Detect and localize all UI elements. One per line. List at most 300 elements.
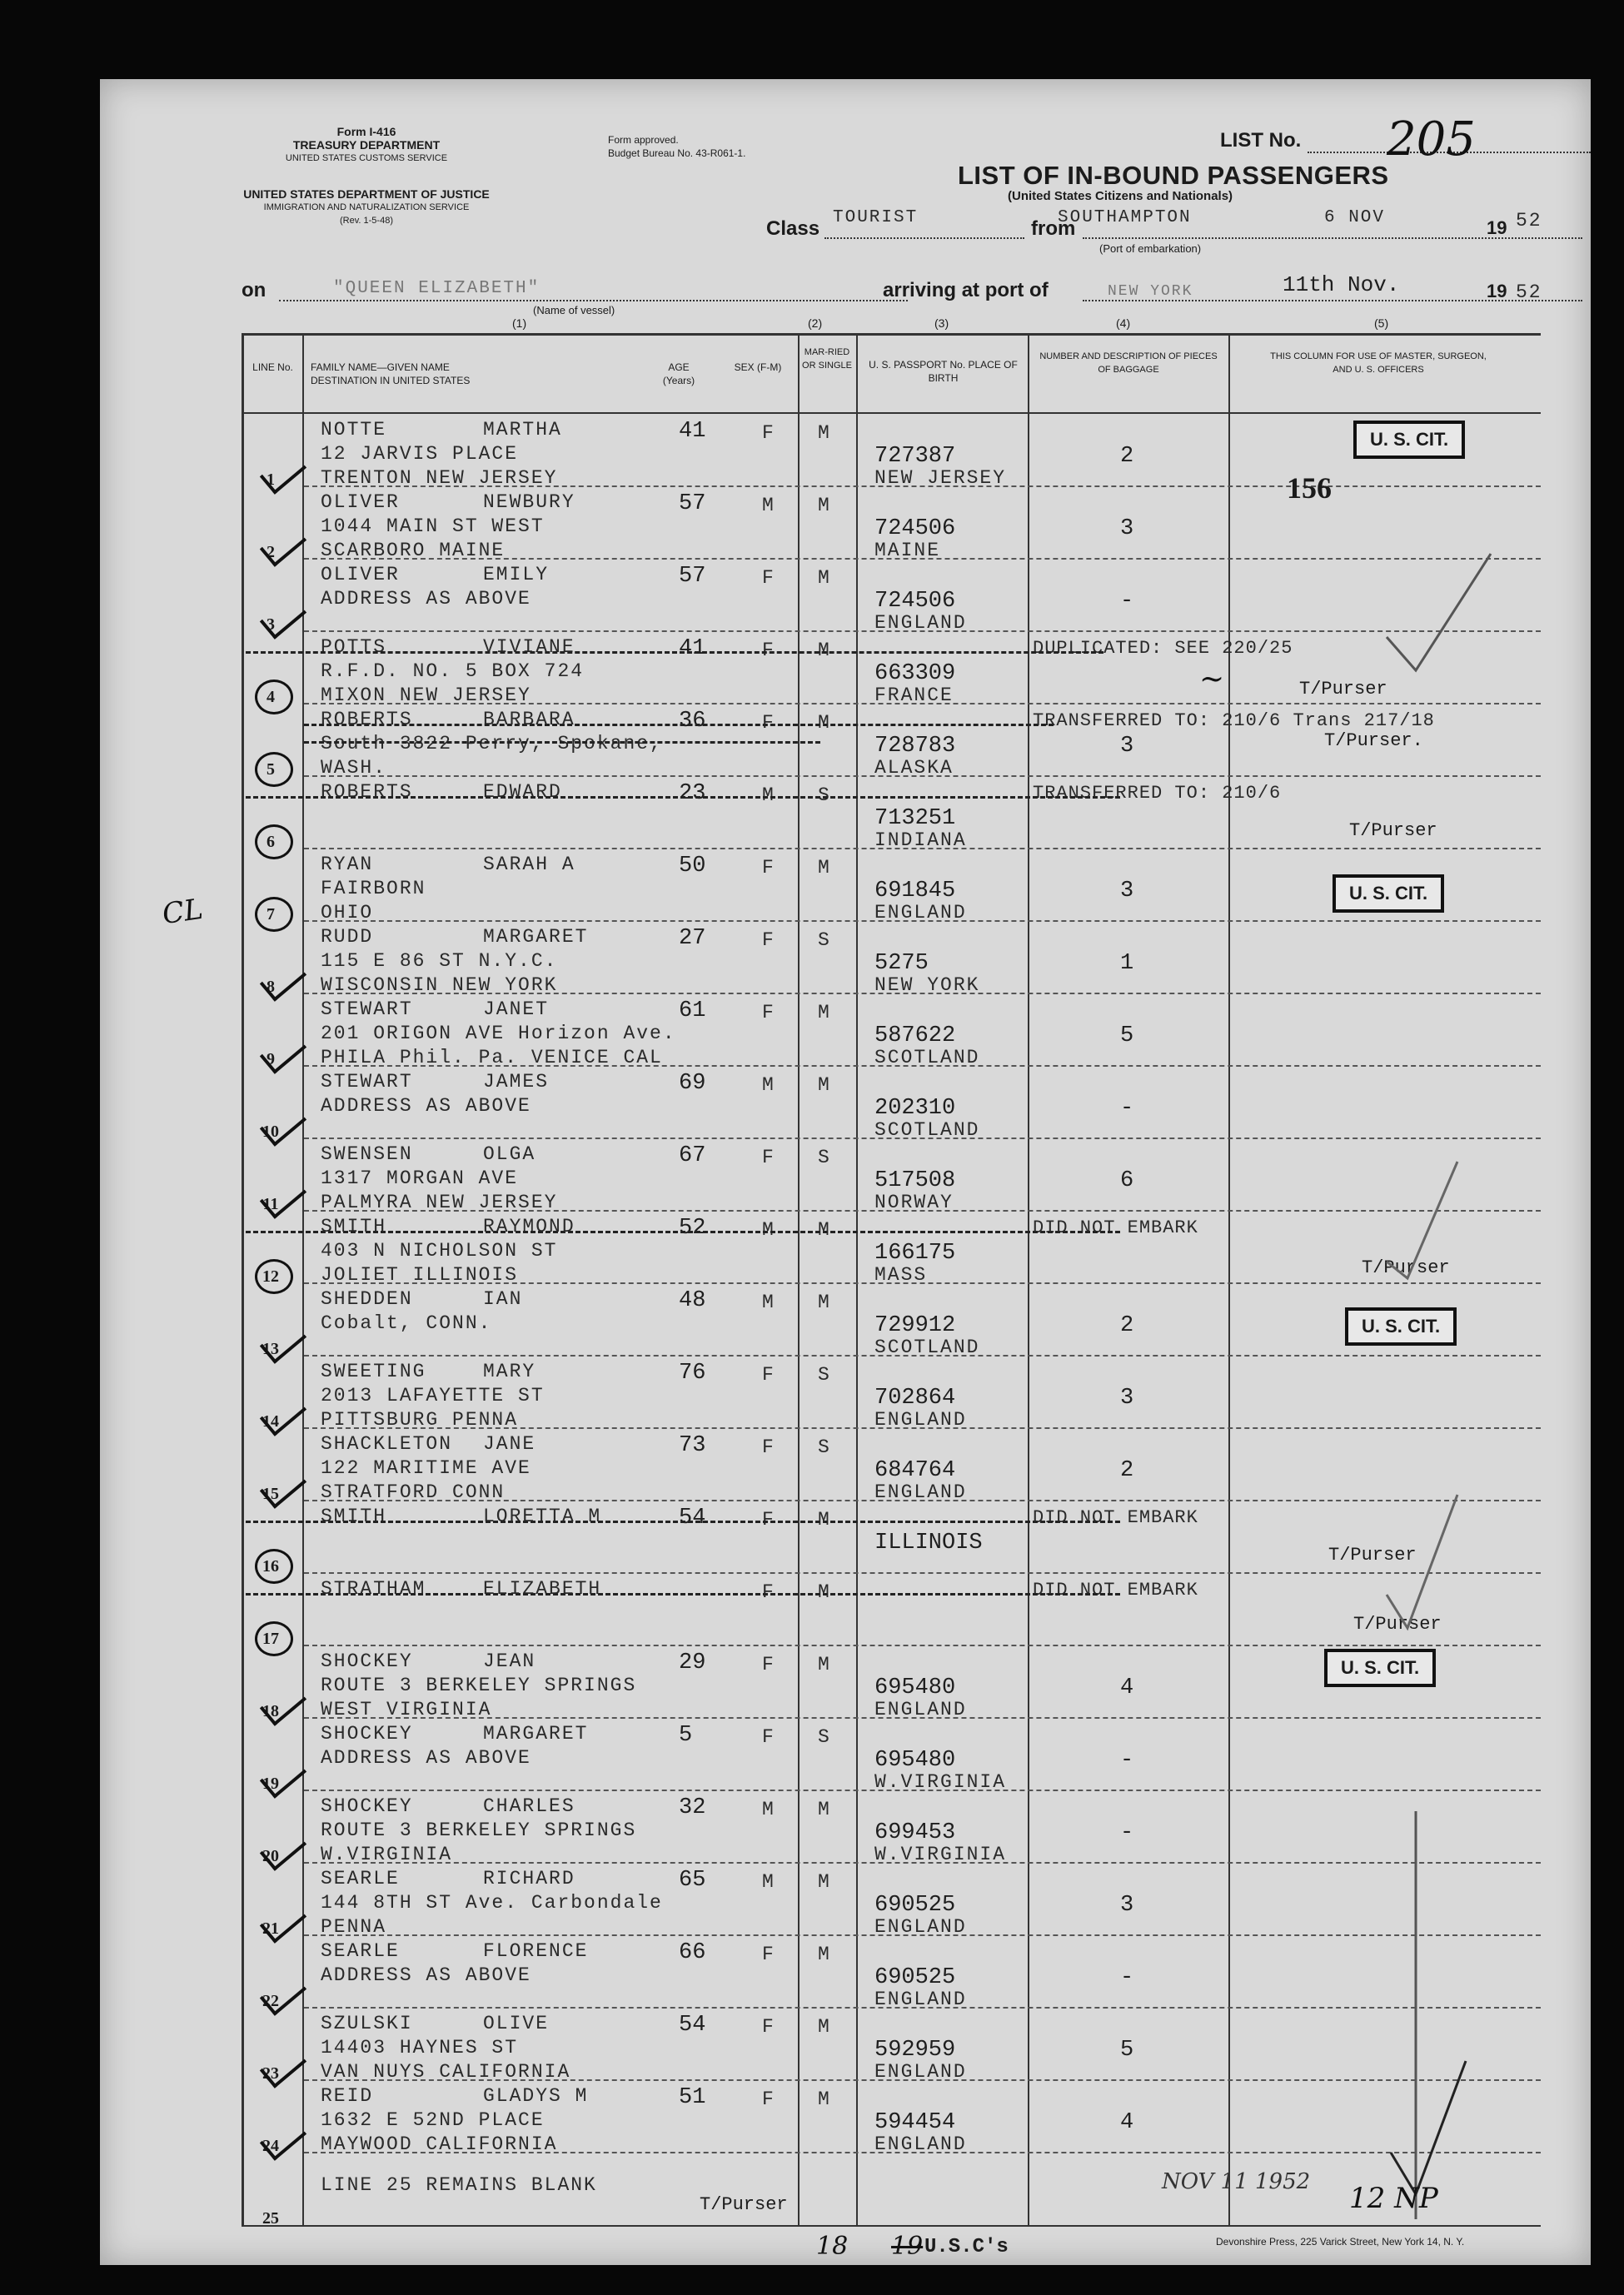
vessel-name: "QUEEN ELIZABETH" — [333, 279, 541, 298]
place-of-birth: ENGLAND — [874, 2133, 967, 2155]
marital-status: M — [818, 495, 831, 516]
from-label: from — [1031, 217, 1076, 240]
line-number: 7 — [267, 905, 275, 923]
sex: F — [762, 640, 775, 661]
marital-status: M — [818, 1799, 831, 1820]
strike-line-row-5 — [304, 724, 1054, 726]
given-name: OLGA — [483, 1143, 536, 1165]
sex: M — [762, 1074, 775, 1096]
table-row — [100, 926, 1591, 998]
sex: M — [762, 784, 775, 806]
place-of-birth: SCOTLAND — [874, 1337, 980, 1358]
baggage-count: 4 — [1120, 2110, 1134, 2135]
age: 48 — [679, 1288, 706, 1313]
list-number: 205 — [1387, 112, 1476, 167]
baggage-count: 3 — [1120, 1386, 1134, 1411]
passport-number: 517508 — [874, 1168, 956, 1193]
footer-uscs: U.S.C's — [924, 2236, 1009, 2258]
age: 57 — [679, 491, 706, 516]
address-line-2: PENNA — [321, 1916, 387, 1938]
marital-status: S — [818, 1726, 831, 1748]
marital-status: M — [818, 1944, 831, 1965]
passport-number: ILLINOIS — [874, 1531, 983, 1556]
col-header-baggage: NUMBER AND DESCRIPTION OF PIECES OF BAGGAGE — [1039, 351, 1218, 375]
family-name: SWEETING — [321, 1361, 426, 1382]
passport-number: 166175 — [874, 1241, 956, 1266]
customs-label: UNITED STATES CUSTOMS SERVICE — [285, 153, 448, 163]
place-of-birth: W.VIRGINIA — [874, 1771, 1007, 1793]
marital-status: M — [818, 567, 831, 589]
given-name: NEWBURY — [483, 491, 575, 513]
arriving-line — [1083, 300, 1582, 301]
us-citizen-stamp: U. S. CIT. — [1324, 1649, 1436, 1687]
address-line-2: WASH. — [321, 757, 387, 779]
line-number: 5 — [267, 760, 275, 779]
form-number: Form I-416 — [336, 125, 396, 138]
passenger-count-156: 156 — [1287, 471, 1332, 505]
age: 23 — [679, 781, 706, 806]
address-line-1: 122 MARITIME AVE — [321, 1457, 531, 1479]
line-number: 1 — [267, 470, 275, 489]
marital-status: M — [818, 1292, 831, 1313]
line-number: 20 — [262, 1847, 279, 1865]
given-name: GLADYS M — [483, 2085, 589, 2107]
family-name: STRATHAM — [321, 1578, 426, 1600]
passport-number: 728783 — [874, 734, 956, 759]
strike-line-row-5b — [304, 741, 820, 744]
place-of-birth: ALASKA — [874, 757, 954, 779]
age: 69 — [679, 1071, 706, 1096]
sex: F — [762, 1944, 775, 1965]
baggage-count: - — [1120, 1965, 1134, 1990]
given-name: ELIZABETH — [483, 1578, 602, 1600]
strike-line-row-6 — [246, 796, 1120, 799]
sex: F — [762, 1509, 775, 1531]
marital-status: M — [818, 1871, 831, 1893]
treasury-label: TREASURY DEPARTMENT — [292, 138, 441, 152]
strike-line-row-16 — [246, 1521, 1120, 1523]
place-of-birth: NEW JERSEY — [874, 467, 1007, 489]
class-label: Class — [766, 217, 820, 240]
column-number-2: (2) — [808, 316, 823, 330]
family-name: ROBERTS — [321, 709, 413, 730]
line-number: 22 — [262, 1992, 279, 2010]
sex: F — [762, 567, 775, 589]
table-row — [100, 1071, 1591, 1143]
sex: F — [762, 712, 775, 734]
passport-number: 695480 — [874, 1675, 956, 1700]
printer-imprint: Devonshire Press, 225 Varick Street, New York 14, N. Y. — [1216, 2236, 1465, 2248]
vessel-line — [279, 300, 908, 301]
us-citizen-stamp: U. S. CIT. — [1333, 874, 1444, 913]
address-line-1: 1632 E 52ND PLACE — [321, 2109, 545, 2131]
marital-status: S — [818, 1364, 831, 1386]
sex: M — [762, 1799, 775, 1820]
purser-label: T/Purser — [1362, 1257, 1450, 1278]
line-number: 9 — [267, 1050, 275, 1068]
age: 41 — [679, 419, 706, 444]
margin-note-cl: CL — [160, 892, 206, 932]
baggage-count: 1 — [1120, 951, 1134, 976]
age: 5 — [679, 1723, 693, 1748]
purser-signature: ~ — [1199, 662, 1225, 696]
passport-number: 5275 — [874, 951, 929, 976]
purser-label: T/Purser — [1349, 820, 1437, 841]
given-name: OLIVE — [483, 2013, 550, 2034]
form-agency-block — [242, 125, 491, 165]
family-name: SHEDDEN — [321, 1288, 413, 1310]
marital-status: M — [818, 1074, 831, 1096]
officer-note: DUPLICATED: SEE 220/25 — [1033, 638, 1293, 659]
embark-date: 6 NOV — [1324, 208, 1386, 227]
marital-status: M — [818, 2016, 831, 2038]
family-name: RYAN — [321, 854, 374, 875]
col-header-passport: U. S. PASSPORT No. PLACE OF BIRTH — [869, 359, 1018, 384]
place-of-birth: ENGLAND — [874, 1989, 967, 2010]
age: 41 — [679, 636, 706, 661]
age: 29 — [679, 1650, 706, 1675]
address-line-2: WISCONSIN NEW YORK — [321, 974, 558, 996]
table-row — [100, 1868, 1591, 1940]
line-number: 8 — [267, 978, 275, 996]
marital-status: S — [818, 784, 831, 806]
line-number: 14 — [262, 1412, 279, 1431]
table-row — [100, 1940, 1591, 2013]
from-line — [1083, 237, 1582, 239]
address-line-1: 2013 LAFAYETTE ST — [321, 1385, 545, 1406]
place-of-birth: SCOTLAND — [874, 1047, 980, 1068]
given-name: CHARLES — [483, 1795, 575, 1817]
passport-number: 713251 — [874, 806, 956, 831]
marital-status: S — [818, 1436, 831, 1458]
baggage-count: 4 — [1120, 1675, 1134, 1700]
column-number-1: (1) — [512, 316, 527, 330]
line-number: 10 — [262, 1123, 279, 1141]
baggage-count: 3 — [1120, 516, 1134, 541]
arrival-year-prefix: 19 — [1487, 281, 1507, 301]
family-name: OLIVER — [321, 564, 400, 585]
family-name: NOTTE — [321, 419, 387, 441]
list-no-label: LIST No. — [1220, 129, 1302, 152]
baggage-count: - — [1120, 589, 1134, 614]
sex: M — [762, 495, 775, 516]
address-line-1: FAIRBORN — [321, 878, 426, 899]
table-row — [100, 1723, 1591, 1795]
marital-status: S — [818, 929, 831, 951]
purser-label: T/Purser — [1299, 679, 1387, 699]
address-line-1: ROUTE 3 BERKELEY SPRINGS — [321, 1820, 637, 1841]
age: 32 — [679, 1795, 706, 1820]
footer-count-18: 18 — [816, 2232, 849, 2261]
address-line-1: 12 JARVIS PLACE — [321, 443, 519, 465]
line-number: 3 — [267, 615, 275, 634]
column-number-4: (4) — [1116, 316, 1131, 330]
budget-bureau: Budget Bureau No. 43-R061-1. — [608, 147, 746, 159]
place-of-birth: ENGLAND — [874, 1481, 967, 1503]
sex: F — [762, 2016, 775, 2038]
age: 76 — [679, 1361, 706, 1386]
family-name: SHOCKEY — [321, 1650, 413, 1672]
strike-line-row-12 — [246, 1231, 1120, 1233]
family-name: OLIVER — [321, 491, 400, 513]
marital-status: M — [818, 1581, 831, 1603]
year-prefix: 19 — [1487, 217, 1507, 238]
passport-number: 594454 — [874, 2110, 956, 2135]
passport-number: 727387 — [874, 444, 956, 469]
family-name: SHOCKEY — [321, 1723, 413, 1745]
address-line-2: PITTSBURG PENNA — [321, 1409, 519, 1431]
given-name: FLORENCE — [483, 1940, 589, 1962]
family-name: POTTS — [321, 636, 387, 658]
table-row — [100, 491, 1591, 564]
table-top-border — [242, 333, 1541, 336]
address-line-1: 403 N NICHOLSON ST — [321, 1240, 558, 1262]
address-line-1: Cobalt, CONN. — [321, 1312, 492, 1334]
address-line-2: SCARBORO MAINE — [321, 540, 506, 561]
baggage-count: - — [1120, 1748, 1134, 1773]
arriving-label: arriving at port of — [883, 279, 1049, 301]
address-line-1: ADDRESS AS ABOVE — [321, 1964, 531, 1986]
class-value: TOURIST — [833, 208, 919, 227]
address-line-2: MAYWOOD CALIFORNIA — [321, 2133, 558, 2155]
marital-status: M — [818, 1219, 831, 1241]
col-header-name — [311, 361, 470, 387]
passport-number: 724506 — [874, 516, 956, 541]
sex: M — [762, 1292, 775, 1313]
column-number-5: (5) — [1374, 316, 1389, 330]
address-line-1: 201 ORIGON AVE Horizon Ave. — [321, 1023, 676, 1044]
officer-note: DID NOT EMBARK — [1033, 1217, 1198, 1238]
sex: F — [762, 1654, 775, 1675]
family-name: SEARLE — [321, 1940, 400, 1962]
given-name: RICHARD — [483, 1868, 575, 1889]
place-of-birth: ENGLAND — [874, 1699, 967, 1720]
officer-check-marks — [1382, 479, 1549, 2228]
baggage-count: 3 — [1120, 1893, 1134, 1918]
place-of-birth: NEW YORK — [874, 974, 980, 996]
table-row — [100, 998, 1591, 1071]
address-line-1: ROUTE 3 BERKELEY SPRINGS — [321, 1675, 637, 1696]
place-of-birth: FRANCE — [874, 685, 954, 706]
given-name: MARTHA — [483, 419, 562, 441]
baggage-count: 2 — [1120, 1313, 1134, 1338]
given-name: RAYMOND — [483, 1216, 575, 1237]
line-number: 12 — [262, 1267, 279, 1286]
us-citizen-stamp: U. S. CIT. — [1345, 1307, 1457, 1346]
given-name: IAN — [483, 1288, 523, 1310]
place-of-birth: ENGLAND — [874, 1409, 967, 1431]
given-name: MARGARET — [483, 926, 589, 948]
baggage-count: - — [1120, 1096, 1134, 1121]
line-number: 17 — [262, 1630, 279, 1648]
marital-status: M — [818, 2088, 831, 2110]
line-number: 19 — [262, 1775, 279, 1793]
given-name: EMILY — [483, 564, 550, 585]
address-line-2: TRENTON NEW JERSEY — [321, 467, 558, 489]
baggage-count: 3 — [1120, 734, 1134, 759]
officer-note: DID NOT EMBARK — [1033, 1507, 1198, 1528]
place-of-birth: W.VIRGINIA — [874, 1844, 1007, 1865]
line-number: 16 — [262, 1557, 279, 1576]
address-line-1: 1317 MORGAN AVE — [321, 1167, 519, 1189]
footer-date-stamp: NOV 11 1952 — [1162, 2169, 1311, 2194]
col-header-name-a: FAMILY NAME—GIVEN NAME — [311, 361, 450, 373]
line-number: 21 — [262, 1919, 279, 1938]
table-row — [100, 1506, 1591, 1578]
place-of-birth: NORWAY — [874, 1192, 954, 1213]
col-header-line: LINE No. — [252, 361, 293, 373]
class-line — [824, 237, 1024, 239]
line-number: 24 — [262, 2137, 279, 2155]
from-value: SOUTHAMPTON — [1058, 208, 1192, 227]
family-name: RUDD — [321, 926, 374, 948]
table-row — [100, 1143, 1591, 1216]
passport-number: 202310 — [874, 1096, 956, 1121]
col-header-officers: THIS COLUMN FOR USE OF MASTER, SURGEON, AND U. S. OFFICERS — [1270, 351, 1487, 375]
passport-number: 690525 — [874, 1965, 956, 1990]
sex: F — [762, 422, 775, 444]
sex: F — [762, 1002, 775, 1023]
address-line-1: 144 8TH ST Ave. Carbondale — [321, 1892, 663, 1914]
marital-status: S — [818, 1147, 831, 1168]
passport-number: 699453 — [874, 1820, 956, 1845]
baggage-count: 5 — [1120, 1023, 1134, 1048]
given-name: MARGARET — [483, 1723, 589, 1745]
column-number-3: (3) — [934, 316, 949, 330]
place-of-birth: SCOTLAND — [874, 1119, 980, 1141]
family-name: SWENSEN — [321, 1143, 413, 1165]
sex: F — [762, 2088, 775, 2110]
family-name: LINE 25 REMAINS BLANK — [321, 2174, 597, 2196]
age: 54 — [679, 1506, 706, 1531]
passport-number: 702864 — [874, 1386, 956, 1411]
age: 50 — [679, 854, 706, 879]
sex: F — [762, 1581, 775, 1603]
passport-number: 684764 — [874, 1458, 956, 1483]
marital-status: M — [818, 640, 831, 661]
passport-number: 729912 — [874, 1313, 956, 1338]
table-row — [100, 2085, 1591, 2158]
given-name: JANET — [483, 998, 550, 1020]
address-line-1: 14403 HAYNES ST — [321, 2037, 519, 2059]
family-name: SHACKLETON — [321, 1433, 453, 1455]
family-name: REID — [321, 2085, 374, 2107]
purser-label: T/Purser — [1353, 1614, 1442, 1635]
given-name: VIVIANE — [483, 636, 575, 658]
passport-number: 724506 — [874, 589, 956, 614]
sex: F — [762, 1147, 775, 1168]
table-row — [100, 2013, 1591, 2085]
address-line-2: MIXON NEW JERSEY — [321, 685, 531, 706]
port-of-arrival: NEW YORK — [1108, 283, 1193, 300]
line-number: 23 — [262, 2064, 279, 2083]
address-line-1: South 3822 Perry, Spokane, — [321, 733, 663, 754]
sex: M — [762, 1871, 775, 1893]
family-name: SZULSKI — [321, 2013, 413, 2034]
address-line-2: VAN NUYS CALIFORNIA — [321, 2061, 571, 2083]
address-line-2: W.VIRGINIA — [321, 1844, 453, 1865]
baggage-count: 6 — [1120, 1168, 1134, 1193]
justice-label: UNITED STATES DEPARTMENT OF JUSTICE — [243, 187, 490, 201]
us-citizen-stamp: U. S. CIT. — [1353, 421, 1465, 459]
address-line-2: STRATFORD CONN — [321, 1481, 506, 1503]
place-of-birth: MASS — [874, 1264, 928, 1286]
address-line-1: R.F.D. NO. 5 BOX 724 — [321, 660, 585, 682]
arrival-year: 52 — [1516, 281, 1542, 303]
family-name: STEWART — [321, 998, 413, 1020]
baggage-count: 3 — [1120, 879, 1134, 904]
line-number: 15 — [262, 1485, 279, 1503]
sex: F — [762, 1726, 775, 1748]
line-number: 18 — [262, 1702, 279, 1720]
table-row — [100, 1433, 1591, 1506]
given-name: EDWARD — [483, 781, 562, 803]
page-title: LIST OF IN-BOUND PASSENGERS — [958, 161, 1389, 190]
table-row — [100, 1361, 1591, 1433]
baggage-count: 2 — [1120, 1458, 1134, 1483]
place-of-birth: ENGLAND — [874, 612, 967, 634]
family-name: SEARLE — [321, 1868, 400, 1889]
place-of-birth: ENGLAND — [874, 2061, 967, 2083]
officer-note: TRANSFERRED TO: 210/6 — [1033, 783, 1282, 804]
address-line-1: ADDRESS AS ABOVE — [321, 1747, 531, 1769]
footer-count-19: 19 — [891, 2232, 924, 2261]
arrival-date: 11th Nov. — [1283, 272, 1400, 297]
address-line-1: 1044 MAIN ST WEST — [321, 515, 545, 537]
age: 66 — [679, 1940, 706, 1965]
family-name: ROBERTS — [321, 781, 413, 803]
approval-block — [608, 133, 745, 160]
footer-initials: 12 NP — [1349, 2182, 1438, 2215]
baggage-count: - — [1120, 1820, 1134, 1845]
given-name: JANE — [483, 1433, 536, 1455]
marital-status: M — [818, 1654, 831, 1675]
form-approved: Form approved. — [608, 134, 679, 146]
place-of-birth: INDIANA — [874, 829, 967, 851]
port-embarkation-caption: (Port of embarkation) — [1099, 242, 1202, 255]
age: 27 — [679, 926, 706, 951]
family-name: SHOCKEY — [321, 1795, 413, 1817]
age: 57 — [679, 564, 706, 589]
age: 36 — [679, 709, 706, 734]
strike-line-row-17 — [246, 1593, 1120, 1596]
given-name: JAMES — [483, 1071, 550, 1093]
address-line-2: WEST VIRGINIA — [321, 1699, 492, 1720]
table-row — [100, 1795, 1591, 1868]
given-name: JEAN — [483, 1650, 536, 1672]
address-line-1: ADDRESS AS ABOVE — [321, 588, 531, 610]
purser-label: T/Purser. — [1324, 730, 1423, 751]
passport-number: 690525 — [874, 1893, 956, 1918]
sex: F — [762, 929, 775, 951]
line-number: 2 — [267, 543, 275, 561]
col-header-sex: SEX (F-M) — [734, 361, 782, 373]
family-name: STEWART — [321, 1071, 413, 1093]
given-name: MARY — [483, 1361, 536, 1382]
age: 52 — [679, 1216, 706, 1241]
baggage-count: 2 — [1120, 444, 1134, 469]
purser-label: T/Purser — [700, 2194, 788, 2215]
address-line-2: PHILA Phil. Pa. VENICE CAL — [321, 1047, 663, 1068]
address-line-1: 115 E 86 ST N.Y.C. — [321, 950, 558, 972]
age: 51 — [679, 2085, 706, 2110]
justice-block — [221, 187, 512, 227]
manifest-page — [100, 79, 1591, 2265]
col-header-age: AGE (Years) — [662, 361, 695, 386]
col-header-name-b: DESTINATION IN UNITED STATES — [311, 375, 471, 386]
sex: F — [762, 857, 775, 879]
revision-label: (Rev. 1-5-48) — [340, 216, 393, 226]
